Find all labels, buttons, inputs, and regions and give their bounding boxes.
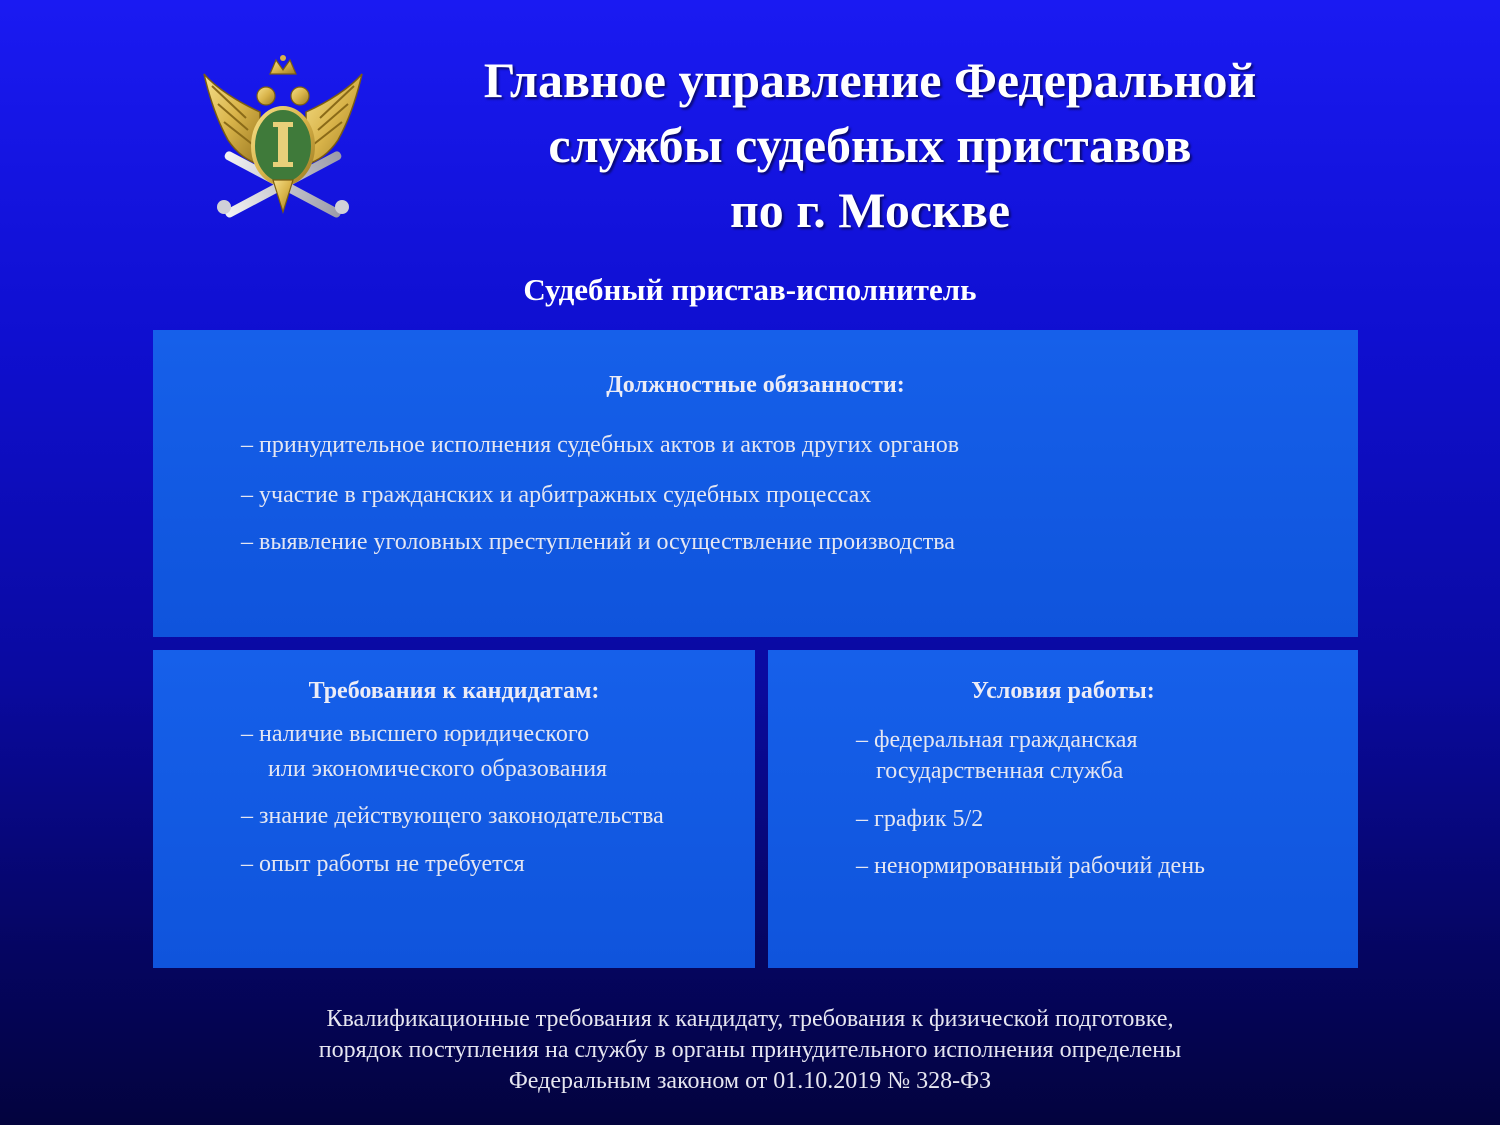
requirement-item: – опыт работы не требуется [241, 851, 525, 877]
duty-item: – выявление уголовных преступлений и осуществление производства [241, 529, 955, 555]
condition-item-continuation: государственная служба [876, 758, 1124, 784]
fssp-emblem [198, 52, 368, 224]
position-subtitle: Судебный пристав-исполнитель [523, 272, 977, 307]
conditions-panel [768, 650, 1358, 968]
eagle-emblem-icon [198, 52, 368, 224]
duty-item: – принудительное исполнения судебных актов и актов других органов [241, 432, 960, 458]
requirement-item-continuation: или экономического образования [268, 756, 608, 782]
condition-item: – ненормированный рабочий день [856, 853, 1205, 879]
conditions-heading: Условия работы: [971, 678, 1155, 704]
duty-item: – участие в гражданских и арбитражных судебных процессах [241, 482, 872, 508]
page-title [420, 48, 1320, 243]
requirement-item: – знание действующего законодательства [241, 803, 664, 829]
requirements-panel [153, 650, 755, 968]
footnote-line-2: порядок поступления на службу в органы принудительного исполнения определены [318, 1037, 1182, 1063]
title-line-1: Главное управление Федеральной [483, 52, 1257, 108]
footnote-line-1: Квалификационные требования к кандидату, требования к физической подготовке, [326, 1006, 1174, 1032]
requirements-heading: Требования к кандидатам: [308, 678, 600, 704]
title-line-2: службы судебных приставов [548, 117, 1192, 173]
condition-item: – федеральная гражданская [856, 727, 1138, 753]
requirement-item: – наличие высшего юридического [241, 721, 590, 747]
footnote-line-3: Федеральным законом от 01.10.2019 № 328-ФЗ [508, 1068, 992, 1094]
legal-footnote [200, 1004, 1300, 1097]
duties-panel [153, 330, 1358, 637]
title-line-3: по г. Москве [729, 182, 1011, 238]
duties-heading: Должностные обязанности: [606, 372, 905, 398]
condition-item: – график 5/2 [856, 806, 984, 832]
